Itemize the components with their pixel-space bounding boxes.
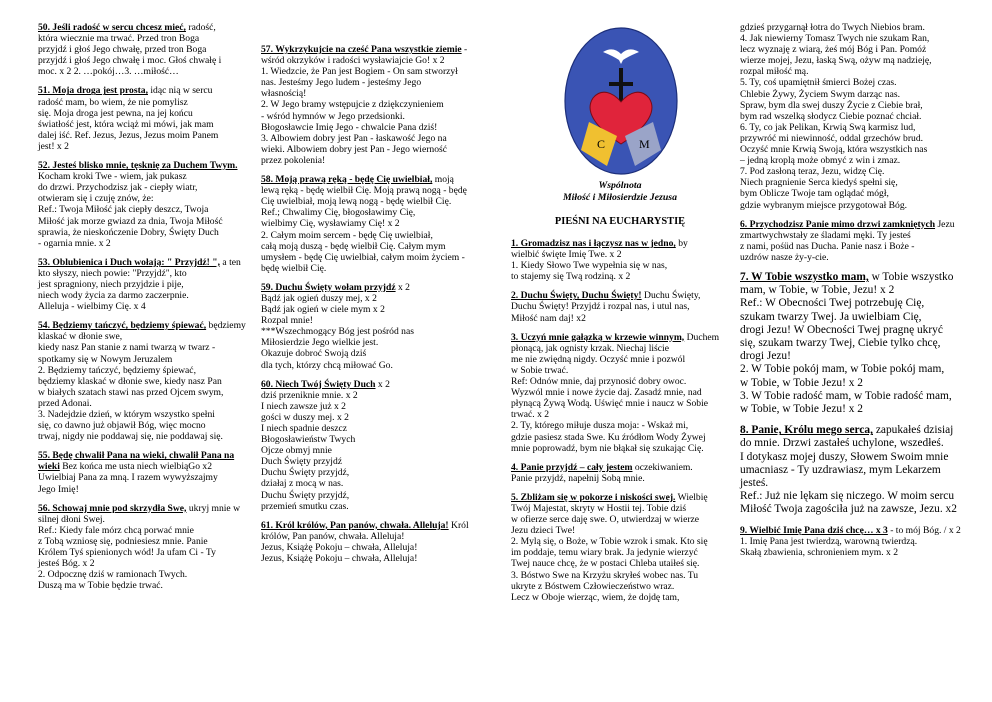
song-line: Duchu Święty przyjdź,: [261, 489, 350, 501]
song-line: Alleluja - wielbimy Cię. x 4: [38, 301, 146, 313]
song-line: 1. Kiedy Słowo Twe wypełnia się w nas,: [511, 260, 668, 272]
song-block: [38, 257, 254, 312]
song-line: 2. W Tobie pokój mam, w Tobie pokój mam,: [740, 363, 945, 376]
song-line: 1. Wiedzcie, że Pan jest Bogiem - On sam stworzył: [261, 66, 458, 78]
song-line: Królem Tyś spienionych wód! Ja ufam Ci - Ty: [38, 547, 216, 559]
song-line: ukryte z Bóstwem Człowieczeństwo wraz.: [511, 580, 675, 592]
song-line: się. Moja droga jest pewna, na jej końcu: [38, 107, 193, 119]
song-line: gdzieś przygarnął łotra do Twych Niebios bram.: [740, 22, 925, 33]
song-block: [38, 22, 254, 77]
song-line: I niech spadnie deszcz: [261, 423, 348, 434]
song-line: 4. Jak niewierny Tomasz Twych nie szukam Ran,: [740, 33, 930, 45]
song-title: 1. Gromadzisz nas i łączysz nas w jedno,: [511, 238, 676, 249]
song-line: 2. W Jego bramy wstępujcie z dziękczynieniem: [261, 99, 444, 111]
song-title: 61. Król królów, Pan panów, chwała. Alleluja!: [261, 519, 449, 531]
song-line: do mnie. Drzwi zastałeś uchylone, wszedłeś.: [740, 437, 944, 450]
song-line: trwać. x 2: [511, 409, 550, 421]
song-title: 57. Wykrzykujcie na cześć Pana wszystkie ziemie: [261, 44, 462, 55]
song-line: Twój Majestat, skryty w Hostii tej. Tobie dziś: [511, 502, 687, 514]
song-block: [38, 160, 254, 249]
song-title: 59. Duchu Święty wołam przyjdź: [261, 281, 396, 293]
section-title: PIEŚNI NA EUCHARYSTIĘ: [554, 216, 686, 227]
song-line: uzdrów nasze ży-y-cie.: [740, 251, 829, 263]
song-line: Duchu Święty! Przyjdź i rozpal nas, i utul nas,: [511, 301, 690, 313]
song-line: 2. Całym moim sercem - będę Cię uwielbiał,: [261, 229, 433, 241]
song-line: 5. Ty, coś upamiętnił śmierci Bożej czas.: [740, 77, 897, 89]
song-block: [740, 525, 972, 558]
community-subtitle: Miłość i Miłosierdzie Jezusa: [562, 191, 678, 203]
song-line: niech wody życia za darmo zaczerpnie.: [38, 290, 189, 302]
song-line: Lecz w Oboje wierząc, wiem, że dojdę tam,: [511, 591, 680, 603]
song-line: gdzie pasiesz stada Swe. Ku źródłom Wody Żywej: [511, 431, 706, 443]
song-line: jesteś Bóg. x 2: [38, 558, 95, 570]
song-line: Jego Imię!: [38, 483, 79, 495]
song-line: się, co dawno już objawił Bóg, więc mocno: [38, 420, 206, 432]
song-title: 7. W Tobie wszystko mam,: [740, 270, 869, 283]
song-line: Ref: Odnów mnie, daj przynosić dobry owoc.: [511, 376, 687, 388]
song-title: 54. Będziemy tańczyć, będziemy śpiewać,: [38, 320, 207, 332]
community-name: Wspólnota: [598, 180, 642, 191]
song-line: jesteś.: [740, 477, 769, 490]
song-line: to stajemy się Twą rodziną. x 2: [511, 271, 631, 283]
song-line: Miłosierdzie Jego wielkie jest.: [261, 337, 379, 349]
song-line: jest spragniony, niech przyjdzie i pije,: [38, 278, 184, 290]
song-line: moją: [434, 174, 454, 186]
song-line: Twej nauce chcę, że w postaci Chleba utaiłeś się.: [511, 558, 700, 570]
song-line: Jezu dzieci Twe!: [511, 525, 576, 537]
song-line: Miłość Twoja zagościła już na zawsze, Jezu. x2: [740, 503, 957, 516]
song-line: Jezus, Książę Pokoju – chwała, Alleluja!: [261, 541, 418, 553]
song-line: – jedną kroplą może obmyć z win i zmaz.: [740, 155, 901, 167]
emblem-letter-c: C: [597, 137, 606, 151]
song-line: będziemy klaskać w dłonie swe,: [38, 320, 249, 343]
song-line: Duchu Święty przyjdź,: [261, 467, 350, 479]
song-line: Duch Święty przyjdź: [261, 456, 342, 468]
song-line: szukam twarzy Twej. Ja uwielbiam Cię,: [740, 310, 922, 323]
song-title: 56. Schowaj mnie pod skrzydła Swe,: [38, 502, 187, 514]
song-line: płynącą Żywą Wodą. Uświęć mnie i naucz w Sobie: [511, 398, 708, 410]
song-line: z Tobą wzniosę się, podniesiesz mnie. Panie: [38, 535, 208, 547]
song-title: 53. Oblubienica i Duch wołają: " Przyjdź! ",: [38, 256, 221, 268]
song-line: światłość jest, która wciąż mi mówi, jak mam: [38, 118, 214, 130]
song-line: w Tobie, w Tobie Jezu! x 2: [740, 403, 863, 415]
song-block: [38, 85, 254, 152]
song-line: 2. Ty, którego miłuje dusza moja: - Wskaż mi,: [511, 420, 689, 432]
song-title: 9. Wielbić Imię Pana dziś chcę… x 3: [740, 524, 888, 536]
column-1: [38, 22, 254, 599]
emblem-letter-m: M: [639, 137, 650, 151]
song-line: bym Oblicze Twoje tam oglądać mógł,: [740, 188, 889, 200]
song-line: radość mam, bo wiem, że nie pomylisz: [38, 96, 188, 108]
song-title: 5. Zbliżam się w pokorze i niskości swej.: [511, 491, 676, 503]
song-title: 50. Jeśli radość w sercu chcesz mieć,: [38, 22, 186, 33]
song-block: [38, 320, 254, 442]
song-line: przywróć mi niewinność, oddal grzechów brud.: [740, 132, 924, 144]
song-line: w ofierze serce daję swe. O, utwierdzaj w wierze: [511, 514, 700, 526]
song-block: [511, 238, 729, 282]
song-line: Ojcze obmyj mnie: [261, 445, 332, 457]
song-line: gości w duszy mej. x 2: [261, 411, 349, 423]
song-block: [38, 450, 254, 494]
song-line: 2. Mylą się, o Boże, w Tobie wzrok i smak. Kto się: [511, 536, 708, 548]
song-line: do drzwi. Przychodzisz jak - ciepły wiatr,: [38, 182, 198, 194]
song-line: umysłem - będę Cię uwielbiał, całym moim życiem -: [261, 251, 465, 263]
community-caption: [511, 180, 729, 203]
song-line: w Tobie wszystko: [871, 270, 954, 283]
song-block: [511, 290, 729, 323]
song-line: lecz wyznaję z wiarą, żeś mój Bóg i Pan. Pomóż: [740, 44, 927, 56]
song-line: Duszą ma w Tobie będzie trwać.: [38, 580, 163, 592]
song-line: przyjdź i głoś Jego chwałę i moc. Głoś chwałę i: [38, 55, 222, 67]
song-line: moc. x 2 2. …pokój…3. …miłość…: [38, 66, 179, 78]
song-line: w Sobie trwać.: [511, 364, 569, 376]
column-3: [511, 238, 729, 611]
song-block: [261, 44, 491, 166]
song-line: Bez końca me usta niech wielbiąGo x2: [62, 461, 212, 473]
song-line: dla tych, którzy chcą miłować Go.: [261, 359, 393, 371]
song-line: mam, w Tobie, w Tobie, Jezu! x 2: [740, 284, 895, 297]
song-line: Ref.: Kiedy fale mórz chcą porwać mnie: [38, 524, 194, 536]
song-line: wierze mojej, Jezu, łaską Swą, ożyw mą nadzieję,: [740, 55, 932, 67]
song-block: [38, 503, 254, 592]
song-block: [261, 282, 491, 371]
song-title: 2. Duchu Święty, Duchu Święty!: [511, 290, 642, 302]
column-4: [740, 22, 972, 566]
song-line: bym rad wszelką słodycz Ciebie poznać chciał.: [740, 110, 922, 122]
song-block: [261, 520, 491, 564]
song-line: lewą ręką - będę wielbił Cię. Moją prawą nogą - będę: [261, 185, 467, 197]
song-line: Jezus, Książę Pokoju – chwała, Alleluja!: [261, 553, 418, 565]
song-line: Król królów, Pan panów, chwała. Alleluja!: [261, 519, 472, 542]
song-line: spotkamy się w Nowym Jeruzalem: [38, 353, 173, 365]
song-title: 60. Niech Twój Święty Duch: [261, 378, 376, 390]
song-line: Duchu Święty,: [644, 290, 701, 302]
song-line: będę wielbił Cię.: [261, 262, 327, 274]
song-line: Chlebie Żywy, Życiem Swym darząc nas.: [740, 88, 901, 100]
song-line: Niech pragnienie Serca kiedyś spełni się,: [740, 177, 898, 189]
song-line: 7. Pod zasłoną teraz, Jezu, widzę Cię.: [740, 166, 885, 178]
song-block: [511, 492, 729, 603]
song-line: wielbimy Cię, wysławiamy Cię! x 2: [261, 218, 400, 230]
song-line: się, szukam twarzy Twej, Ciebie tylko chcę,: [740, 336, 941, 349]
song-line: Kocham kroki Twe - wiem, jak pukasz: [38, 171, 187, 183]
song-line: ukryj mnie w silnej dłoni Swej.: [38, 502, 243, 525]
song-title: 6. Przychodzisz Panie mimo drzwi zamkniętych: [740, 218, 936, 230]
song-title: 55. Będę chwalił Pana na wieki, chwalił Pana na wieki: [38, 450, 235, 473]
song-line: Panie przyjdź, napełnij Sobą mnie.: [511, 472, 645, 484]
song-block: [740, 22, 972, 211]
song-line: całą moją duszą - będę wielbił Cię. Całym mym: [261, 240, 446, 252]
song-title: 8. Panie, Królu mego serca,: [740, 424, 873, 437]
song-block: [740, 424, 972, 516]
song-line: dalej iść. Ref. Jezus, Jezus, Jezus moim Panem: [38, 129, 219, 141]
song-line: Okazuje dobroć Swoją dziś: [261, 348, 367, 360]
song-block: [740, 271, 972, 416]
song-line: I niech zawsze już x 2: [261, 400, 346, 412]
song-line: 3. Albowiem dobry jest Pan - łaskawość Jego na: [261, 132, 447, 144]
song-line: 1. Imię Pana jest twierdzą, warowną twierdzą.: [740, 535, 918, 547]
song-line: 3. Nadejdzie dzień, w którym wszystko spełni: [38, 409, 215, 420]
song-line: własnością!: [261, 88, 307, 100]
song-line: Wyzwól mnie i nowe życie daj. Zasadź mnie, nad: [511, 387, 702, 399]
song-line: mnie poprowadź, bym nie błąkał się szukając Cię.: [511, 442, 704, 454]
song-line: Uwielbiaj Pana za mną. I razem wywyższajmy: [38, 472, 218, 484]
song-line: Oczyść mnie Krwią Swoją, która wszystkich nas: [740, 144, 928, 156]
column-2: [261, 44, 491, 572]
song-line: Ref.: W Obecności Twej potrzebuję Cię,: [740, 297, 925, 310]
song-block: [511, 462, 729, 484]
song-line: Ref.: Już nie lękam się niczego. W moim sercu: [740, 490, 955, 503]
song-line: Rozpal mnie!: [261, 315, 313, 327]
song-title: 58. Moją prawą ręką - będę Cię uwielbiał,: [261, 174, 433, 186]
song-line: przez pokolenia!: [261, 154, 326, 166]
song-line: z nami, pośüd nas Ducha. Panie nasz i Boże -: [740, 240, 915, 252]
song-line: gdzie wybranym miejsce przygotował Bóg.: [740, 199, 908, 211]
song-line: działaj z mocą w nas.: [261, 478, 344, 490]
song-line: drogi Jezu!: [740, 350, 791, 363]
song-line: Błogosławieństw Twych: [261, 434, 356, 446]
song-line: jest! x 2: [38, 140, 69, 152]
song-line: przemień smutku czas.: [261, 500, 349, 512]
song-line: by: [678, 238, 688, 249]
song-block: [261, 379, 491, 512]
song-line: im poddaje, temu wiary brak. Ja jedynie wierzyć: [511, 547, 698, 559]
song-line: 6. Ty, co jak Pelikan, Krwią Swą karmisz lud,: [740, 121, 916, 133]
song-line: 2. Będziemy tańczyć, będziemy śpiewać,: [38, 364, 196, 376]
song-line: umacniasz - Ty uzdrawiasz, mym Lekarzem: [740, 463, 941, 476]
song-line: Miłość nam daj! x2: [511, 312, 586, 324]
song-line: - to mój Bóg. / x 2: [890, 524, 961, 536]
song-line: rozpal miłość mą.: [740, 66, 809, 78]
song-line: kiedy nasz Pan stanie z nami twarzą w twarz -: [38, 342, 216, 354]
community-emblem-icon: [563, 26, 679, 176]
song-line: Skałą zbawienia, schronieniem mym. x 2: [740, 546, 898, 558]
song-line: w Tobie, w Tobie Jezu! x 2: [740, 376, 863, 389]
song-line: będziemy klaskać w dłonie swe, kiedy nasz Pan: [38, 375, 222, 387]
song-line: Duchem płonącą, jak ognisty krzak. Niechaj liście: [511, 331, 722, 354]
song-line: Jezu zmartwychwstały ze śladami męki. Ty jesteś: [740, 218, 957, 241]
song-line: oczekiwaniem.: [634, 461, 693, 473]
song-line: ***Wszechmogący Bóg jest pośród nas: [261, 326, 414, 338]
song-line: x 2: [397, 281, 410, 293]
song-line: drogi Jezu! W Obecności Twej pragnę ukryć: [740, 323, 943, 336]
song-line: sprawia, że nieskończenie Dobry, Święty Duch: [38, 226, 219, 238]
song-line: otwieram się i czuję znów, że:: [38, 193, 154, 205]
song-line: trwaj, nigdy nie poddawaj się, nie poddawaj się.: [38, 431, 223, 443]
song-line: która wiecznie ma trwać. Przed tron Boga: [38, 33, 200, 45]
song-line: Błogosławcie Imię Jego - chwalcie Pana dziś!: [261, 121, 438, 133]
song-line: a ten kto słyszy, niech powie: "Przyjdź", kto: [38, 256, 244, 279]
song-line: wieki. Albowiem dobry jest Pan - Jego wierność: [261, 143, 447, 155]
song-line: przyjdź i głoś Jego chwałę, przed tron Boga: [38, 44, 207, 56]
song-title: 4. Panie przyjdź – cały jestem: [511, 461, 633, 473]
song-line: - wśród hymnów w Jego przedsionki.: [261, 110, 405, 122]
song-line: Ref.: Twoja Miłość jak ciepły deszcz, Twoja: [38, 204, 209, 216]
song-line: x 2: [377, 378, 390, 390]
song-block: [261, 174, 491, 274]
song-title: 52. Jesteś blisko mnie, tęsknię za Duchem Twym.: [38, 160, 238, 172]
song-line: me nie zwiędną nigdy. Oczyść mnie i pozwól: [511, 353, 686, 365]
song-line: 3. Bóstwo Swe na Krzyżu skryłeś wobec nas. Tu: [511, 569, 699, 581]
song-line: Miłość jak morze gwiazd za dnia, Twoja Miłość: [38, 215, 223, 227]
song-line: - ogarnia mnie. x 2: [38, 237, 111, 249]
song-line: - wśród okrzyków i radości wysławiajcie Go! x 2: [261, 44, 470, 67]
song-line: Bądź jak ogień duszy mej, x 2: [261, 292, 377, 304]
song-line: I dotykasz mojej duszy, Słowem Swoim mnie: [740, 450, 949, 463]
song-line: 3. W Tobie radość mam, w Tobie radość mam,: [740, 389, 952, 402]
song-line: nas. Jesteśmy Jego ludem - jesteśmy Jego: [261, 77, 422, 89]
song-block: [511, 332, 729, 454]
song-title: 3. Uczyń mnie gałązką w krzewie winnym,: [511, 331, 685, 343]
song-line: 2. Odpocznę dziś w ramionach Twych.: [38, 569, 188, 581]
song-title: 51. Moja droga jest prosta,: [38, 85, 148, 97]
song-line: w białych szatach stawi nas przed Ojcem swym,: [38, 386, 224, 398]
song-line: Bądź jak ogień w ciele mym x 2: [261, 304, 385, 316]
song-line: Ref.; Chwalimy Cię, błogosławimy Cię,: [261, 207, 416, 219]
song-line: Wielbię: [677, 491, 708, 503]
song-line: dziś przeniknie mnie. x 2: [261, 389, 358, 401]
song-line: radość,: [188, 22, 216, 33]
song-line: wielbić święte Imię Twe. x 2: [511, 249, 622, 261]
song-line: przed Adonai.: [38, 397, 92, 409]
song-line: Cię uwielbiał, moją lewą nogą - będę wielbił Cię.: [261, 196, 452, 208]
song-block: [740, 219, 972, 263]
song-line: Spraw, bym dla swej duszy Życie z Ciebie brał,: [740, 99, 923, 111]
song-line: zapukałeś dzisiaj: [875, 424, 954, 437]
song-line: idąc nią w sercu: [150, 85, 213, 97]
